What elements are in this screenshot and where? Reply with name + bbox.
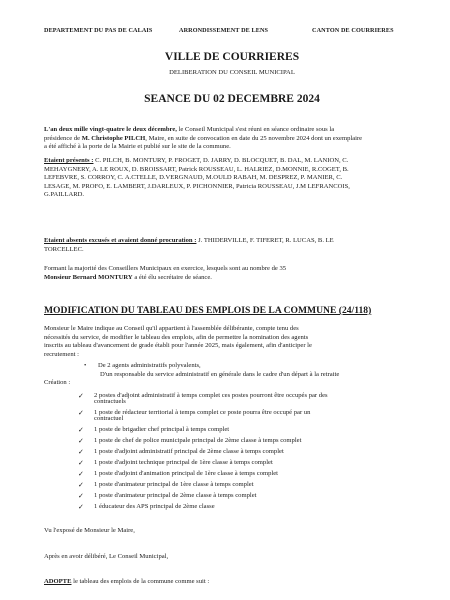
absents-paragraph (44, 237, 420, 254)
list-item: ✓ 1 poste d'adjoint d'animation principal de 1ère classe à temps complet (78, 470, 279, 477)
checkmark-icon: ✓ (78, 448, 84, 455)
secretary-name: Monsieur Bernard MONTURY (44, 273, 133, 281)
header-canton: CANTON DE COURRIERES (312, 27, 394, 34)
list-item: ✓ 1 poste de rédacteur territorial à temps complet ce poste pourra être occupé par un (78, 409, 311, 416)
apres-deliberation: Après en avoir délibéré, Le Conseil Municipal, (44, 553, 169, 560)
vu-expose: Vu l'exposé de Monsieur le Maire, (44, 527, 135, 534)
intro-line3: a été affiché à la porte de la Mairie et publié sur le site de la commune. (44, 143, 231, 151)
intro-presidency: présidence de (44, 134, 82, 142)
list-item: ✓ 1 poste d'animateur principal de 1ère classe à temps complet (78, 481, 254, 488)
list-item: ✓ 1 éducateur des APS principal de 2ème classe (78, 503, 215, 510)
presents-paragraph (44, 157, 420, 200)
majority-paragraph (44, 265, 420, 282)
checkmark-icon: ✓ (78, 437, 84, 444)
section-title: MODIFICATION DU TABLEAU DES EMPLOIS DE LA COMMUNE (24/118) (44, 305, 372, 316)
adopte-keyword: ADOPTE (44, 578, 72, 585)
absents-line2: TORCELLEC. (44, 245, 84, 253)
absents-line1: J. THIDERVILLE, F. TIFERET, R. LUCAS, B. LE (196, 237, 334, 244)
expose-paragraph (44, 325, 420, 359)
list-item: ✓ 1 poste de brigadier chef principal à temps complet (78, 426, 230, 433)
creation-list (78, 392, 420, 510)
bullet-dot-icon: • (84, 362, 87, 369)
checkmark-icon: ✓ (78, 459, 84, 466)
checkmark-icon: ✓ (78, 409, 84, 416)
list-item-continuation: contractuels (94, 398, 126, 405)
presents-line5: G.PAILLARD. (44, 191, 85, 199)
header-department: DEPARTEMENT DU PAS DE CALAIS (44, 27, 153, 34)
list-item: ✓ 1 poste d'animateur principal de 2ème classe à temps complet (78, 492, 257, 499)
absents-label: Etaient absents excusés et avaient donné procuration : (44, 237, 197, 244)
adopte-line (44, 578, 209, 585)
presents-line3: LEFEBVRE, S. CORROY, C. A.CTELLE, D.VERGNAUD, M.OULD RABAH, M. DESPREZ, P. MANIER, C. (44, 174, 343, 182)
recruitment-line2: D'un responsable du service administratif en générale dans le cadre d'un départ à la retraite (100, 371, 340, 378)
list-item: ✓ 1 poste d'adjoint technique principal de 1ère classe à temps complet (78, 459, 273, 466)
recruitment-bullet (84, 362, 201, 371)
checkmark-icon: ✓ (78, 470, 84, 477)
deliberation-subtitle: DELIBERATION DU CONSEIL MUNICIPAL (169, 69, 295, 76)
expose-line3: inscrits au tableau d'avancement de grade établi pour l'année 2025, mais également, afin d'anticiper le (44, 342, 312, 350)
checkmark-icon: ✓ (78, 481, 84, 488)
list-item-continuation: contractuel (94, 415, 124, 422)
checkmark-icon: ✓ (78, 392, 84, 399)
checkmark-icon: ✓ (78, 492, 84, 499)
adopte-rest: le tableau des emplois de la commune comme suit : (71, 578, 210, 585)
checkmark-icon: ✓ (78, 426, 84, 433)
expose-line1: Monsieur le Maire indique au Conseil qu'il appartient à l'assemblée délibérante, compte tenu des (44, 325, 299, 332)
town-title: VILLE DE COURRIERES (164, 51, 300, 63)
list-item: ✓ 2 postes d'adjoint administratif à temps complet ces postes pourront être occupés par des (78, 392, 328, 399)
document-header (44, 27, 420, 37)
header-arrondissement: ARRONDISSEMENT DE LENS (179, 27, 269, 34)
list-item: ✓ 1 poste d'adjoint administratif principal de 2ème classe à temps complet (78, 448, 284, 455)
mayor-name: M. Christophe PILCH (81, 134, 146, 142)
recruitment-item: De 2 agents administratifs polyvalents, (97, 362, 201, 369)
majority-line1: Formant la majorité des Conseillers Municipaux en exercice, lesquels sont au nombre de 35 (44, 265, 287, 272)
secretary-line: a été élu secrétaire de séance. (132, 273, 212, 281)
intro-line1: le Conseil Municipal s'est réuni en séance ordinaire sous la (176, 126, 335, 133)
presents-line2: MEHAYGNERY, A. LE ROUX, D. BROISSART, Patrick ROUSSEAU, L. HALRIEZ, D.MONNIE, R.COGET, B. (44, 165, 349, 173)
expose-line4: recrutement : (44, 350, 79, 358)
expose-line2: nécessités du service, de modifier le tableau des emplois, afin de permettre la nomination des agents (44, 333, 309, 341)
intro-line2: , Maire, en suite de convocation en date du 25 novembre 2024 dont un exemplaire (145, 134, 363, 142)
list-item: ✓ 1 poste de chef de police municipale principal de 2ème classe à temps complet (78, 437, 302, 444)
intro-date: L'an deux mille vingt-quatre le deux décembre, (44, 126, 177, 133)
creation-label: Création : (44, 379, 71, 386)
checkmark-icon: ✓ (78, 503, 84, 510)
intro-paragraph (44, 126, 420, 152)
session-title: SEANCE DU 02 DECEMBRE 2024 (144, 93, 320, 105)
presents-label: Etaient présents : (44, 157, 94, 164)
presents-line1: C. PILCH, B. MONTURY, P. FROGET, D. JARRY, D. BLOCQUET, B. DAL, M. LANION, C. (93, 157, 349, 164)
presents-line4: LESAGE, M. PROFO, E. LAMBERT, J.DARLEUX, P. PICHONNIER, Patricia ROUSSEAU, J.M LEFRANCOIS, (44, 182, 350, 190)
